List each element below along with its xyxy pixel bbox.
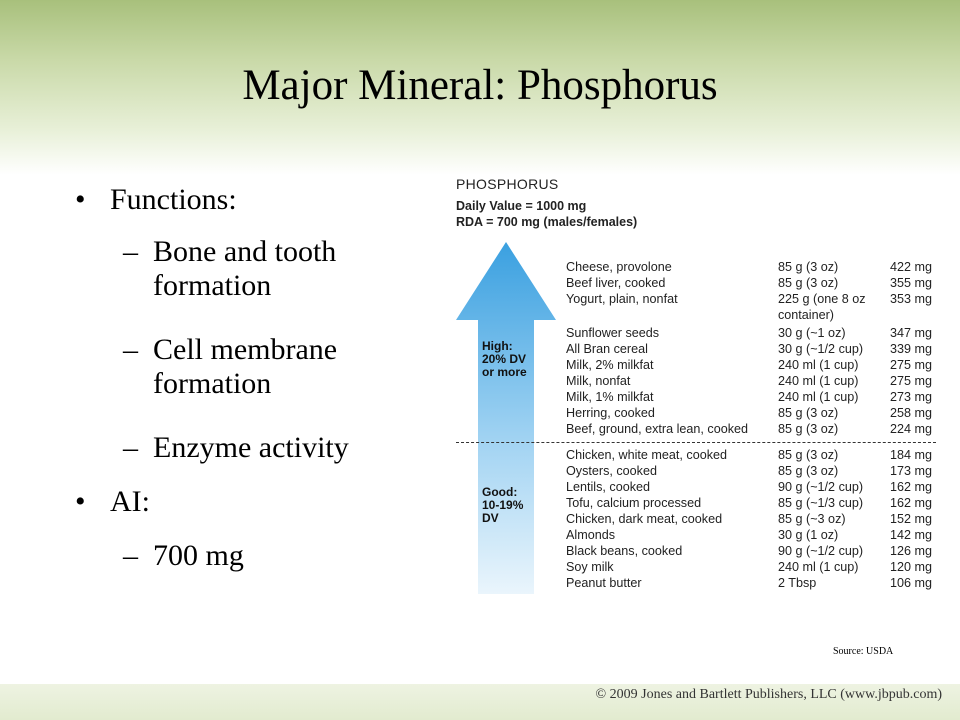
food-name: Milk, 1% milkfat [566, 390, 654, 404]
dash-icon: – [123, 235, 138, 268]
phosphorus-amount: 126 mg [890, 544, 933, 558]
serving-size: 240 ml (1 cup) [778, 390, 859, 404]
food-name: Lentils, cooked [566, 480, 651, 494]
food-name: All Bran cereal [566, 342, 648, 356]
good-dv-label: Good: 10-19% DV [482, 485, 524, 525]
phosphorus-amount: 355 mg [890, 276, 933, 290]
serving-size: 30 g (~1 oz) [778, 326, 846, 340]
phosphorus-amount: 353 mg [890, 292, 933, 306]
serving-size: 85 g (~1/3 cup) [778, 496, 864, 510]
table-row [566, 326, 936, 341]
table-row [566, 422, 936, 437]
phosphorus-amount: 275 mg [890, 374, 933, 388]
dash-icon: – [123, 333, 138, 366]
food-name: Milk, nonfat [566, 374, 631, 388]
serving-size: 85 g (3 oz) [778, 260, 839, 274]
phosphorus-amount: 422 mg [890, 260, 933, 274]
food-name: Cheese, provolone [566, 260, 672, 274]
table-row [566, 448, 936, 463]
food-name: Chicken, dark meat, cooked [566, 512, 723, 526]
food-name: Sunflower seeds [566, 326, 660, 340]
dash-icon: – [123, 431, 138, 464]
table-row [566, 560, 936, 575]
table-row [566, 390, 936, 405]
table-row [566, 260, 936, 275]
phosphorus-amount: 273 mg [890, 390, 933, 404]
phosphorus-amount: 106 mg [890, 576, 933, 590]
food-name: Yogurt, plain, nonfat [566, 292, 678, 306]
food-name: Beef, ground, extra lean, cooked [566, 422, 749, 436]
table-header [456, 176, 637, 230]
serving-size: 85 g (3 oz) [778, 406, 839, 420]
serving-size: container) [778, 308, 835, 322]
food-name: Tofu, calcium processed [566, 496, 702, 510]
table-row [566, 464, 936, 479]
phosphorus-amount: 275 mg [890, 358, 933, 372]
serving-size: 30 g (~1/2 cup) [778, 342, 864, 356]
phosphorus-amount: 142 mg [890, 528, 933, 542]
serving-size: 240 ml (1 cup) [778, 358, 859, 372]
phosphorus-amount: 184 mg [890, 448, 933, 462]
food-name: Milk, 2% milkfat [566, 358, 654, 372]
dash-icon: – [123, 539, 138, 572]
table-row [566, 480, 936, 495]
phosphorus-amount: 347 mg [890, 326, 933, 340]
phosphorus-amount: 162 mg [890, 480, 933, 494]
food-name: Beef liver, cooked [566, 276, 666, 290]
table-row [566, 308, 936, 323]
food-name: Black beans, cooked [566, 544, 683, 558]
rda-value: RDA = 700 mg (males/females) [456, 215, 638, 229]
high-good-divider [456, 442, 936, 443]
food-name: Herring, cooked [566, 406, 655, 420]
food-name: Oysters, cooked [566, 464, 657, 478]
high-dv-label: High: 20% DV or more [482, 339, 527, 379]
serving-size: 90 g (~1/2 cup) [778, 544, 864, 558]
bullet-dot-icon: • [75, 183, 86, 216]
copyright-text: © 2009 Jones and Bartlett Publishers, LLC (www.jbpub.com) [595, 687, 942, 702]
table-title: PHOSPHORUS [456, 176, 559, 192]
food-name: Almonds [566, 528, 615, 542]
phosphorus-amount: 120 mg [890, 560, 933, 574]
serving-size: 85 g (3 oz) [778, 448, 839, 462]
table-row [566, 512, 936, 527]
table-row [566, 496, 936, 511]
table-row [566, 406, 936, 421]
table-row [566, 576, 936, 591]
food-name: Peanut butter [566, 576, 642, 590]
food-name: Chicken, white meat, cooked [566, 448, 728, 462]
dv-arrow-icon [456, 242, 556, 594]
table-row [566, 358, 936, 373]
bullet-dot-icon: • [75, 485, 86, 518]
phosphorus-amount: 152 mg [890, 512, 933, 526]
table-row [566, 374, 936, 389]
food-name: Soy milk [566, 560, 614, 574]
serving-size: 85 g (3 oz) [778, 422, 839, 436]
serving-size: 30 g (1 oz) [778, 528, 839, 542]
phosphorus-amount: 258 mg [890, 406, 933, 420]
table-row [566, 276, 936, 291]
serving-size: 240 ml (1 cup) [778, 560, 859, 574]
phosphorus-amount: 173 mg [890, 464, 933, 478]
serving-size: 85 g (3 oz) [778, 464, 839, 478]
slide-title: Major Mineral: Phosphorus [242, 62, 718, 109]
table-row [566, 528, 936, 543]
copyright-bar [0, 684, 960, 720]
source-note: Source: USDA [833, 646, 894, 657]
daily-value: Daily Value = 1000 mg [456, 199, 587, 213]
phosphorus-amount: 339 mg [890, 342, 933, 356]
phosphorus-amount: 162 mg [890, 496, 933, 510]
serving-size: 90 g (~1/2 cup) [778, 480, 864, 494]
table-row [566, 342, 936, 357]
serving-size: 225 g (one 8 oz [778, 292, 866, 306]
serving-size: 2 Tbsp [778, 576, 817, 590]
phosphorus-amount: 224 mg [890, 422, 933, 436]
serving-size: 85 g (~3 oz) [778, 512, 846, 526]
serving-size: 240 ml (1 cup) [778, 374, 859, 388]
table-row [566, 544, 936, 559]
serving-size: 85 g (3 oz) [778, 276, 839, 290]
phosphorus-food-sources-table [448, 176, 936, 596]
table-row [566, 292, 936, 307]
